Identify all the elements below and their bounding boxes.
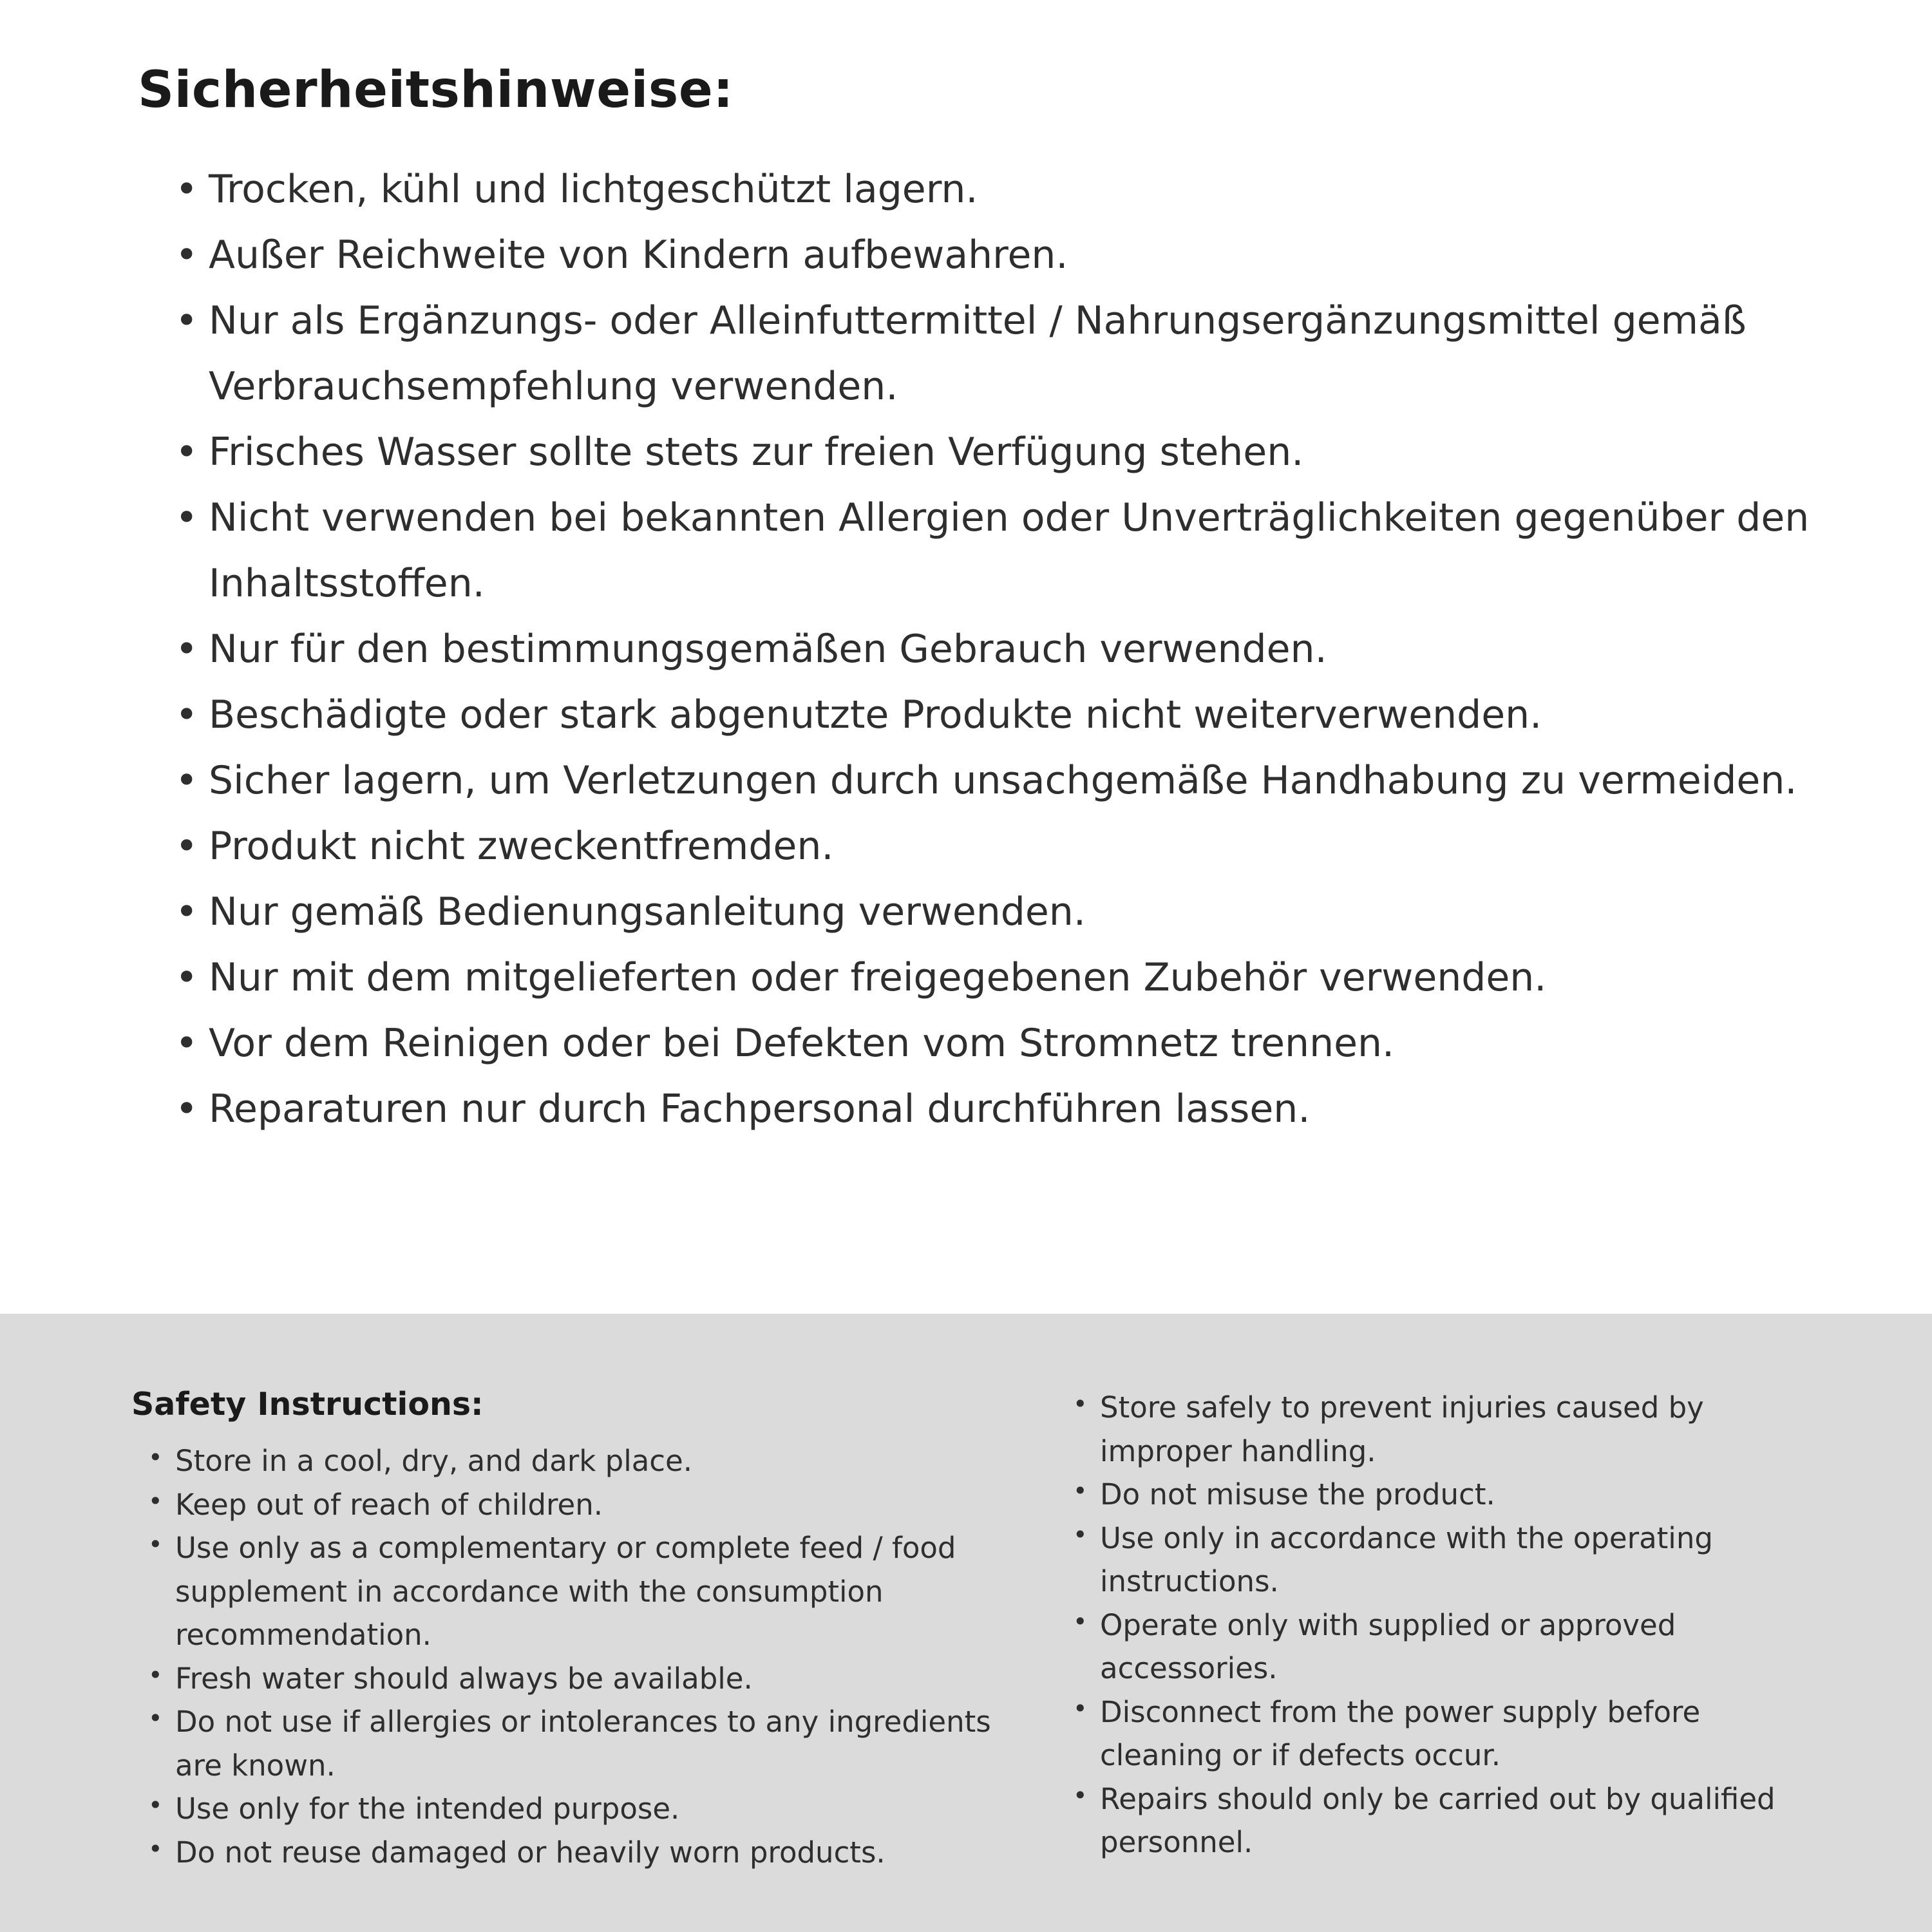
safety-list-item: • Produkt nicht zweckentfremden. xyxy=(138,813,1816,879)
safety-list-item: • Store in a cool, dry, and dark place. xyxy=(131,1439,994,1483)
safety-list-item: • Nur gemäß Bedienungsanleitung verwenden. xyxy=(138,879,1816,945)
safety-list-item: • Use only in accordance with the operating instructions. xyxy=(1056,1517,1823,1604)
safety-list-item: • Do not reuse damaged or heavily worn products. xyxy=(131,1831,994,1875)
safety-list-item: • Use only for the intended purpose. xyxy=(131,1787,994,1831)
safety-list-item: • Use only as a complementary or complete feed / food supplement in accordance with the consumption recommendation. xyxy=(131,1526,994,1657)
english-safety-section xyxy=(0,1314,1932,1932)
safety-list-item: • Nicht verwenden bei bekannten Allergien oder Unverträglichkeiten gegenüber den Inhaltsstoffen. xyxy=(138,485,1816,616)
english-right-column xyxy=(1056,1386,1823,1864)
safety-list-item: • Operate only with supplied or approved accessories. xyxy=(1056,1604,1823,1690)
english-section-heading: Safety Instructions: xyxy=(131,1386,484,1423)
safety-list-item: • Store safely to prevent injuries caused by improper handling. xyxy=(1056,1386,1823,1473)
safety-list-item: • Do not use if allergies or intolerances to any ingredients are known. xyxy=(131,1700,994,1787)
german-safety-list xyxy=(138,156,1816,1142)
safety-list-item: • Disconnect from the power supply before cleaning or if defects occur. xyxy=(1056,1690,1823,1777)
safety-list-item: • Trocken, kühl und lichtgeschützt lagern. xyxy=(138,156,1816,222)
safety-list-item: • Sicher lagern, um Verletzungen durch unsachgemäße Handhabung zu vermeiden. xyxy=(138,748,1816,813)
safety-list-item: • Beschädigte oder stark abgenutzte Produkte nicht weiterverwenden. xyxy=(138,682,1816,748)
safety-list-item: • Frisches Wasser sollte stets zur freien Verfügung stehen. xyxy=(138,419,1816,485)
safety-list-item: • Nur als Ergänzungs- oder Alleinfuttermittel / Nahrungsergänzungsmittel gemäß Verbrauchsempfehlung verwenden. xyxy=(138,288,1816,419)
safety-list-item: • Repairs should only be carried out by qualified personnel. xyxy=(1056,1777,1823,1864)
safety-list-item: • Reparaturen nur durch Fachpersonal durchführen lassen. xyxy=(138,1076,1816,1142)
safety-list-item: • Fresh water should always be available. xyxy=(131,1657,994,1701)
safety-list-item: • Nur für den bestimmungsgemäßen Gebrauch verwenden. xyxy=(138,616,1816,682)
safety-list-item: • Außer Reichweite von Kindern aufbewahren. xyxy=(138,222,1816,288)
english-safety-list-right xyxy=(1056,1386,1823,1864)
english-safety-list-left xyxy=(131,1439,994,1874)
safety-list-item: • Vor dem Reinigen oder bei Defekten vom Stromnetz trennen. xyxy=(138,1010,1816,1076)
safety-list-item: • Do not misuse the product. xyxy=(1056,1473,1823,1517)
german-section-heading: Sicherheitshinweise: xyxy=(138,61,734,119)
safety-list-item: • Keep out of reach of children. xyxy=(131,1483,994,1527)
english-left-column xyxy=(131,1386,994,1874)
safety-list-item: • Nur mit dem mitgelieferten oder freigegebenen Zubehör verwenden. xyxy=(138,945,1816,1010)
